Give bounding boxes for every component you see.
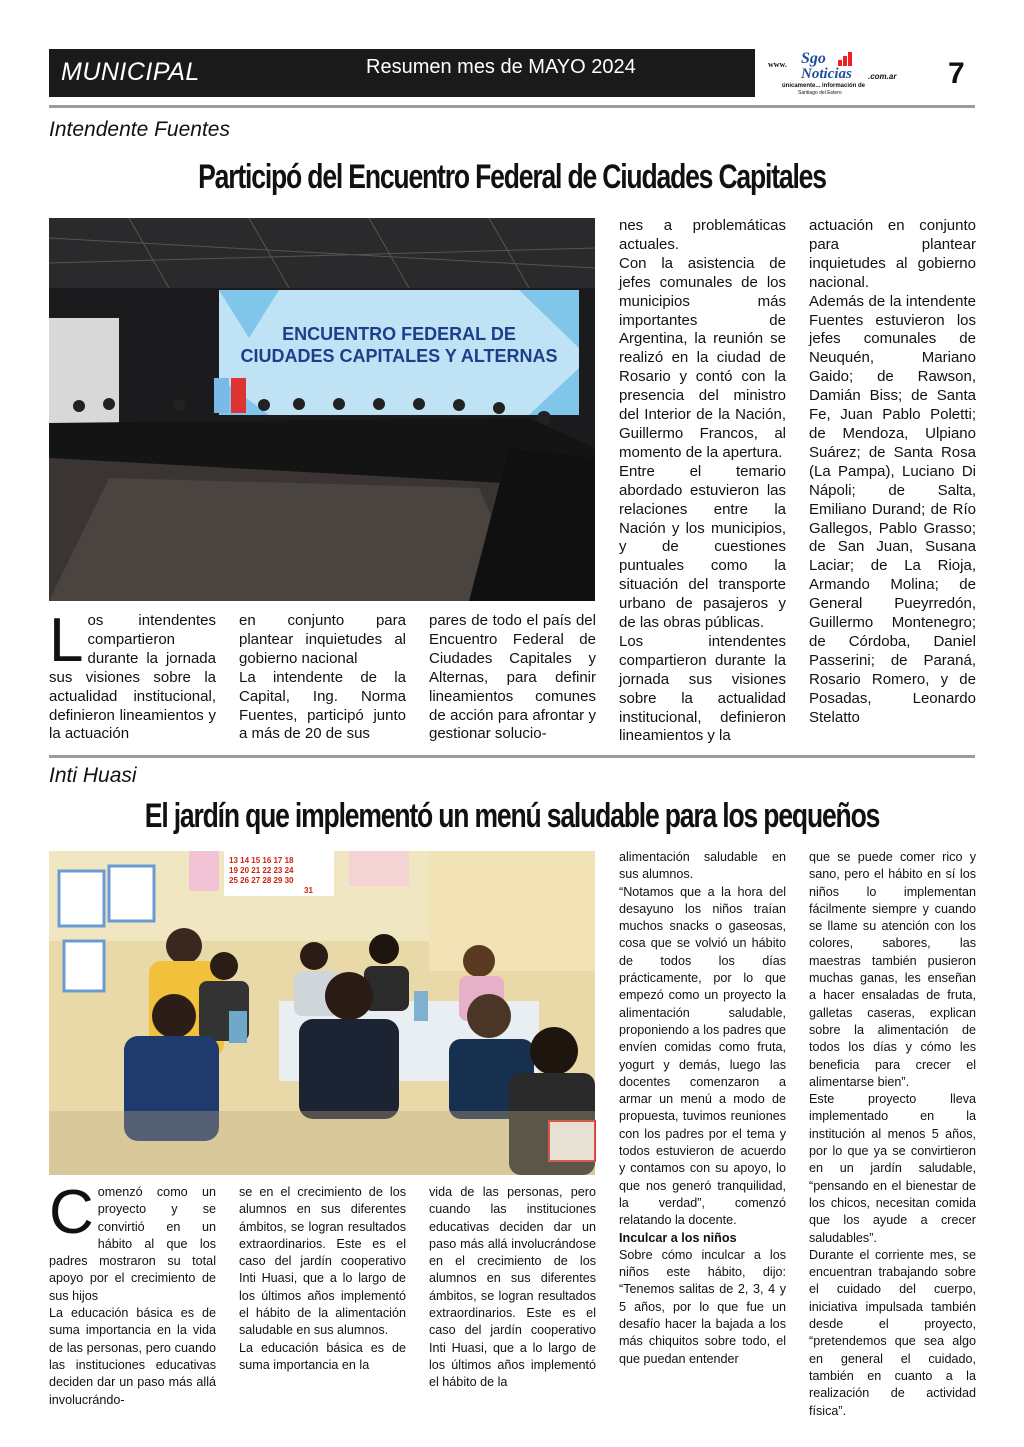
article2-column-1 [49,1178,216,1407]
article1-column-3: pares de todo el país del Encuentro Federal de Ciudades Capitales y Alternas, para definir lineamientos comunes de acción para afrontar y gestionar solucio- [429,612,596,743]
page-number: 7 [948,57,965,90]
article1-photo [49,218,595,601]
article2-column-5: que se puede comer rico y sano, pero el hábito en sí los niños lo implementan fácilmente siempre y cuando se llame su atención con los colores, sabores, las maestras también pusieron muchas ganas, les enseñan a hacer ensaladas de fruta, galletas caseras, explican sobre la alimentación de todos los días y cómo les beneficia para crecer el alimentarse bien”. Este proyecto lleva implementado en la institución al menos 5 años, por lo que ya se convirtieron en un jardín saludable, “pensando en el bienestar de los chicos, necesitan comida que los ayude a crecer saludables”. Durante el corriente mes, se encuentran trabajando sobre el cuidado del cuerpo, iniciativa impulsada también desde el proyecto, “pretendemos que sea algo en general el cuidado, también en cuanto a la realización de actividad física”. [809,850,976,1418]
logo-sgo: Sgo [801,50,826,67]
article2-dropcap: C [49,1178,94,1247]
logo-tagline: únicamente... información de [782,83,866,89]
article2-col1-text: omenzó como un proyecto y se convirtió en un hábito al que los padres mostraron su total apoyo por el crecimiento de sus hijos La educación básica es de suma importancia en la vida de las personas, pero cuando las instituciones educativas deciden dar un paso más allá involucrándo- [49,1185,216,1407]
article2-col4-text-b: Sobre cómo inculcar a los niños este hábito, dijo: “Tenemos salitas de 2, 3, 4 y 5 años, por lo que fue un desafío hacer la bajada a los más chiquitos sobre todo, el que puedan entender [619,1247,786,1366]
article1-dropcap: L [49,606,84,675]
calendar-row-4: 31 [304,886,313,895]
article1-column-4: nes a problemáticas actuales. Con la asistencia de jefes comunales de los municipios más importantes de Argentina, la reunión se realizó en la ciudad de Rosario y contó con la presencia del ministro del Interior de la Nación, Guillermo Francos, al momento de la apertura. Entre el temario abordado estuvieron las relaciones entre la Nación y los municipios, y de cuestiones puntuales como la situación del transporte urbano de pasajeros y de las obras públicas. Los intendentes compartieron durante la jornada sus visiones sobre la actualidad institucional, definieron lineamientos y la [619,217,786,745]
article2-subhead: Inculcar a los niños [619,1230,737,1245]
article1-headline: Participó del Encuentro Federal de Ciudades Capitales [198,158,826,196]
article1-kicker: Intendente Fuentes [49,118,230,141]
article2-kicker: Inti Huasi [49,764,137,787]
header-rule [49,105,975,108]
article2-column-3: vida de las personas, pero cuando las instituciones educativas deciden dar un paso más allá involucrándose en el crecimiento de los alumnos en sus diferentes ámbitos, se logran resultados extraordinarios. Este es el caso del jardín cooperativo Inti Huasi, que a lo largo de los últimos años implementó el hábito de la [429,1185,596,1390]
article2-photo [49,851,595,1175]
banner-line2: CIUDADES CAPITALES Y ALTERNAS [240,346,558,366]
article1-column-2: en conjunto para plantear inquietudes al gobierno nacional La intendente de la Capital, Ing. Norma Fuentes, participó junto a más de 20 de sus [239,612,406,743]
section-divider [49,755,975,758]
article1-col1-text: os intendentes compartieron durante la jornada sus visiones sobre la actualidad institucional, definieron lineamientos y la actuación [49,612,216,743]
article2-column-4 [619,849,786,1404]
article2-column-2: se en el crecimiento de los alumnos en sus diferentes ámbitos, se logran resultados extraordinarios. Este es el caso del jardín cooperativo Inti Huasi, que a lo largo de los últimos años implementó el hábito de la alimentación saludable en sus alumnos. La educación básica es de suma importancia en la [239,1185,406,1372]
logo-region: Santiago del Estero [798,90,842,96]
article2-headline: El jardín que implementó un menú saludable para los pequeños [144,797,880,835]
logo-www: www. [768,60,787,69]
article1-column-1 [49,606,216,746]
site-logo[interactable] [768,50,918,98]
article2-col4-text: alimentación saludable en sus alumnos. “Notamos que a la hora del desayuno los niños traían muchos snacks o gaseosas, cosa que se volvió un hábito de todos los días prácticamente, por lo que empezó como un proyecto la alimentación saludable, proponiendo a los padres que envíen comidas como fruta, yogurt y demás, luego las docentes comenzaron a armar un menú a modo de propuesta, tuvimos reuniones con los padres por el tema y todos estuvieron de acuerdo y contamos con su apoyo, lo que nos generó tranquilidad, la verdad”, comenzó relatando la docente. [619,850,786,1228]
calendar-row-1: 13 14 15 16 17 18 [229,856,294,865]
banner-line1: ENCUENTRO FEDERAL DE [282,324,516,344]
calendar-row-2: 19 20 21 22 23 24 [229,866,294,875]
edition-label: Resumen mes de MAYO 2024 [366,56,636,78]
article1-column-5: actuación en conjunto para plantear inquietudes al gobierno nacional. Además de la intendente Fuentes estuvieron los jefes comunales de Neuquén, Mariano Gaido; de Rawson, Damián Biss; de Santa Fe, Juan Pablo Poletti; de Mendoza, Ulpiano Suárez; de Santa Rosa (La Pampa), Luciano Di Nápoli; de Salta, Emiliano Durand; de Río Gallegos, Pablo Grasso; de San Juan, Susana Laciar; de La Rioja, Armando Molina; de General Pueyrredón, Guillermo Montenegro; de Córdoba, Daniel Passerini; de Paraná, Rosario Romero, y de Posadas, Leonardo Stelatto [809,217,976,726]
logo-noticias: Noticias [801,66,852,82]
calendar-row-3: 25 26 27 28 29 30 [229,876,294,885]
signal-bars-icon [838,52,852,66]
section-title: MUNICIPAL [61,58,200,86]
logo-domain: .com.ar [868,72,897,81]
